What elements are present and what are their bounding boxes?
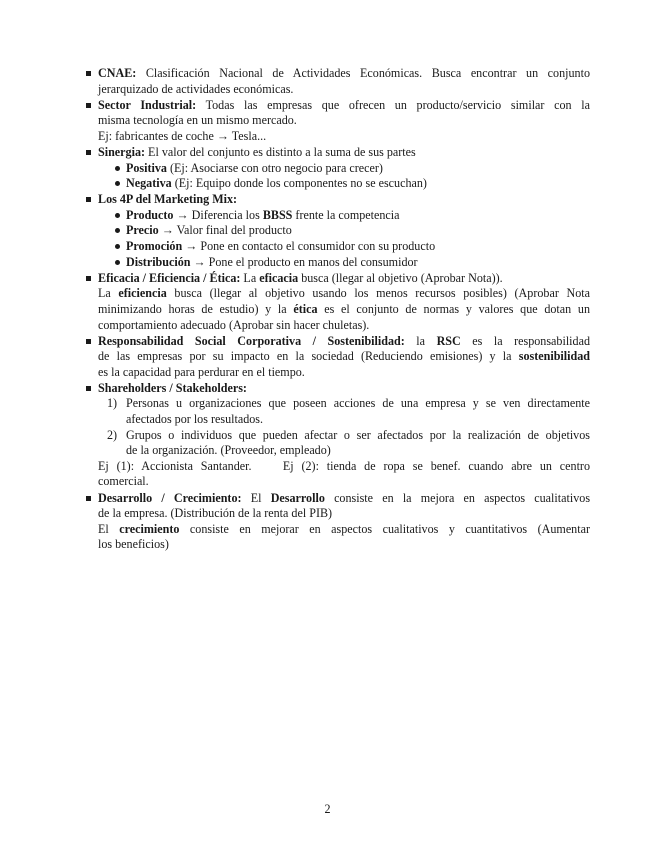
square-bullet-icon: [86, 496, 91, 501]
subitem-producto: Producto → Diferencia los BBSS frente la competencia: [126, 208, 590, 224]
enum-item-1: 1) Personas u organizaciones que poseen acciones de una empresa y se ven directamente afectados por los resultados.: [107, 396, 590, 427]
term: Los 4P del Marketing Mix:: [98, 192, 238, 207]
square-bullet-icon: [86, 276, 91, 281]
term: Sinergia:: [98, 144, 146, 159]
round-bullet-icon: [115, 213, 120, 218]
square-bullet-icon: [86, 339, 91, 344]
round-bullet-icon: [115, 260, 120, 265]
term: Desarrollo / Crecimiento:: [98, 490, 242, 505]
subitem-distribucion: Distribución → Pone el producto en manos del consumidor: [126, 255, 590, 271]
term: Sector Industrial:: [98, 97, 197, 112]
subitem-negativa: Negativa (Ej: Equipo donde los componentes no se escuchan): [126, 176, 590, 192]
round-bullet-icon: [115, 166, 120, 171]
square-bullet-icon: [86, 150, 91, 155]
square-bullet-icon: [86, 386, 91, 391]
enum-item-2: 2) Grupos o individuos que pueden afectar o ser afectados por la realización de objetivos de la organización. (Proveedor, empleado): [107, 427, 590, 458]
square-bullet-icon: [86, 103, 91, 108]
round-bullet-icon: [115, 244, 120, 249]
term: Eficacia / Eficiencia / Ética:: [98, 270, 241, 285]
square-bullet-icon: [86, 197, 91, 202]
list-item-cnae: CNAE: Clasificación Nacional de Actividades Económicas. Busca encontrar un conjunto jerarquizado de actividades económicas.: [98, 66, 590, 97]
list-item-sinergia: Sinergia: El valor del conjunto es distinto a la suma de sus partes Positiva (Ej: Asociarse con otro negocio para crecer) Negativa (Ej: Equipo donde los componentes no se escuchan): [98, 145, 590, 192]
list-item-shareholders-stakeholders: Shareholders / Stakeholders: 1) Personas u organizaciones que poseen acciones de una empresa y se ven directamente afectados por los resultados. 2) Grupos o individuos que pueden afectar o ser afectados por la realización de objetivos de la organización. (Proveedor, empleado) Ej (1): Accionista Santander. Ej (2): tienda de ropa se benef. cuando abre un centro comercial.: [98, 381, 590, 490]
subitem-precio: Precio → Valor final del producto: [126, 223, 590, 239]
list-item-4p-marketing-mix: [98, 192, 590, 270]
term: CNAE:: [98, 66, 137, 80]
term: Shareholders / Stakeholders:: [98, 380, 247, 395]
list-item-sector-industrial: Sector Industrial: Todas las empresas que ofrecen un producto/servicio similar con la misma tecnología en un mismo mercado. Ej: fabricantes de coche → Tesla...: [98, 98, 590, 145]
subitem-positiva: Positiva (Ej: Asociarse con otro negocio para crecer): [126, 161, 590, 177]
round-bullet-icon: [115, 228, 120, 233]
list-item-rsc-sostenibilidad: Responsabilidad Social Corporativa / Sostenibilidad: la RSC es la responsabilidad de las empresas por su impacto en la sociedad (Reduciendo emisiones) y la sostenibilidad es la capacidad para perdurar en el tiempo.: [98, 334, 590, 381]
document-body: [0, 66, 655, 553]
term: Responsabilidad Social Corporativa / Sostenibilidad:: [98, 333, 405, 348]
subitem-promocion: Promoción → Pone en contacto el consumidor con su producto: [126, 239, 590, 255]
list-item-eficacia-eficiencia-etica: Eficacia / Eficiencia / Ética: La eficacia busca (llegar al objetivo (Aprobar Nota)). La eficiencia busca (llegar al objetivo usando los menos recursos posibles) (Aprobar Nota minimizando horas de estudio) y la ética es el conjunto de normas y valores que dotan un comportamiento adecuado (Aprobar sin hacer chuletas).: [98, 271, 590, 333]
round-bullet-icon: [115, 181, 120, 186]
page-number: 2: [324, 802, 331, 816]
list-item-desarrollo-crecimiento: Desarrollo / Crecimiento: El Desarrollo consiste en la mejora en aspectos cualitativos de la empresa. (Distribución de la renta del PIB) El crecimiento consiste en mejorar en aspectos cualitativos y cuantitativos (Aumentar los beneficios): [98, 491, 590, 553]
square-bullet-icon: [86, 71, 91, 76]
